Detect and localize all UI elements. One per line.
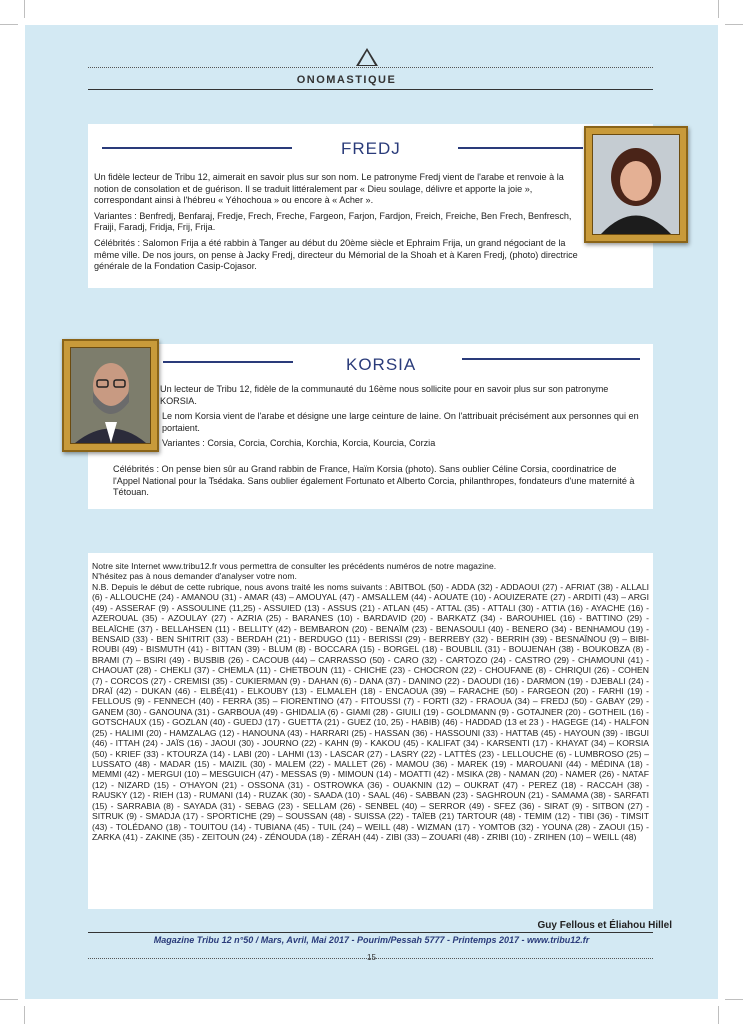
crop-mark [718,0,719,18]
korsia-paragraph: Le nom Korsia vient de l'arabe et désigne une large ceinture de laine. On l'attribuait précisément aux personnes qui en portaient. [162,411,639,433]
crop-mark [718,1006,719,1024]
fredj-text [94,172,584,277]
title-rule-right [458,147,583,149]
fredj-variants: Variantes : Benfredj, Benfaraj, Fredje, Frech, Freche, Fargeon, Farjon, Fardjon, Freich, Freiche, Ben Frech, Benfresch, Fraiji, Faradj, Fridja, Frij, Frija. [94,210,572,233]
crop-mark [725,999,743,1000]
korsia-title: KORSIA [346,355,417,374]
rubric-title: ONOMASTIQUE [296,74,397,86]
treated-names-list: N.B. Depuis le début de cette rubrique, nous avons traité les noms suivants : ABITBOL (50) - ADDA (32) - ADDAOUI (27) - AFRIAT (38) - ALLALI (6) - ALLOUCHE (24) - AMANOU (31) - AMAR (43) – AMOUYAL (47) - AMSALLEM (44) - AOUATE (10) - AOUIZERATE (27) - ARDITI (43) – ARGI (49) - ASSERAF (9) - ASSOULINE (11,25) - ASSUIED (13) - ASSUS (21) - ATLAN (45) - ATTAL (35) - ATTALI (30) - ATTIA (16) - AYACHE (16) - AZEROUAL (35) - AZOULAY (27) - AZRIA (25) - BARANES (10) - BARDAVID (20) - BARKATZ (34) - BAROUHIEL (16) - BATTINO (29) - BELAÏCHE (37) - BELLAHSEN (11) - BELLITY (42) - BEMBARON (20) - BENAÏM (23) - BENASOULI (40) - BENERO (34) - BENHAMOU (19) - BENSAID (33) - BEN SHITRIT (33) - BERDAH (21) - BERDUGO (11) - BERISSI (29) - BERREBY (32) - BERRIH (39) - BESNAÏNOU (9) – BIBI-ROUBI (49) - BISMUTH (41) - BITTAN (39) - BLUM (8) - BOCCARA (15) - BORGEL (18) - BOUBLIL (31) - BOUJENAH (38) - BOUKOBZA (8) - BRAMI (7) – BSIRI (49) - BUSBIB (26) - CACOUB (44) – CARRASSO (50) - CARO (32) - CARTOZO (24) - CASTRO (29) - CHAMOUNI (41) - CHAOUAT (28) - CHEKLI (37) - CHEMLA (11) - CHETBOUN (11) - CHICHE (23) - CHOCRON (22) - CHOUFANE (8) - CHRIQUI (26) - COHEN (7) - CORCOS (27) - CREMISI (35) - CUKIERMAN (9) - DAHAN (6) - DANA (37) - DANINO (22) - DAOUDI (16) - DARMON (19) - DJEBALI (24) - DRAÏ (42) - DUKAN (46) - ELBÉ(41) - ELKOUBY (13) - ELMALEH (18) - ENCAOUA (39) – FARACHE (50) - FARGEON (20) - FARHI (19) - FELLOUS (9) - FENNECH (40) - FERRA (35) – FIORENTINO (47) - FITOUSSI (7) - FORTI (32) - FRAOUA (34) – FREDJ (50) - GABAY (29) - GANEM (30) - GANOUNA (31) - GARBOUA (49) - GHIDALIA (6) - GIAMI (28) - GIUILI (19) - GOLDMANN (9) - GOTAJNER (20) - GOTHEIL (16) - GOTSCHAUX (15) - GOZLAN (40) - GUEDJ (17) - GUETTA (21) - GUEZ (10, 25) - HABIB) (46) - HADDAD (13 et 23 ) - HAGEGE (14) - HALFON (25) - HALIMI (20) - HAMZALAG (12) - HANOUNA (43) - HARRARI (25) - HASSAN (36) - HASSOUNI (33) - HATTAB (45) - HAYOUN (39) - IBGUI (46) - ITTAH (24) - JAÏS (16) - JAOUI (30) - JOURNO (22) - KAHN (9) - KAKOU (45) - KALIFAT (34) - KARSENTI (17) - KHAYAT (34) – KORSIA (50) - KRIEF (33) - KTOURZA (14) - LABI (20) - LAHMI (13) - LASCAR (27) - LASRY (22) - LATTÈS (23) - LELLOUCHE (6) - LUMBROSO (25) – LUSSATO (48) - MADAR (15) - MAIZIL (30) - MALEM (22) - MALLET (26) - MAMOU (36) - MAREK (19) - MAROUANI (44) - MÉDINA (18) - MEMMI (42) - MERGUI (10) – MESGUICH (47) - MESSAS (9) - MIMOUN (14) - MOATTI (42) - MSIKA (28) - NAMAN (20) - NAMER (26) - NATAF (12) - NIZARD (15) - O'HAYON (21) - OSSONA (31) - OSTROWKA (36) - OUAKNIN (12) – OUKRAT (47) - PEREZ (18) - RACCAH (38) - RAUSKY (12) - RIEH (13) - RUMANI (14) - RUZAK (30) - SAADA (10) - SAAL (46) - SABBAN (23) - SAGHROUN (21) - SAMAMA (38) - SARFATI (15) - SARRABIA (8) - SAYADA (31) - SEBAG (23) - SELLAM (26) - SENBEL (40) – SERROR (49) - SFEZ (36) - SIRAT (9) - SITBON (27) - SITRUK (9) - SMADJA (17) - SPORTICHE (29) – SOUSSAN (48) - SUISSA (22) - TAÏEB (21) TARTOUR (48) - TEMIM (12) - TIBI (36) - TIMSIT (43) - TOLÉDANO (18) - TOUITOU (14) - TUBIANA (45) - TUIL (24) – WEILL (48) - WIZMAN (17) - YOMTOB (32) - YOUNA (28) - ZAOUI (15) - ZARKA (41) - ZAKINE (35) - ZEITOUN (24) - ZÉNOUDA (18) - ZÉRAH (44) - ZIBI (33) – ZOUARI (48) - ZRIBI (10) - ZRIHEN (10) – WEILL (48) [92,581,649,842]
names-text [92,561,649,842]
footer-text: Magazine Tribu 12 n°50 / Mars, Avril, Mai 2017 - Pourim/Pessah 5777 - Printemps 2017 - www.tribu12.fr [153,935,590,945]
crop-mark [0,24,18,25]
site-intro: Notre site Internet www.tribu12.fr vous permettra de consulter les précédents numéros de notre magazine. [92,561,497,571]
korsia-variants: Variantes : Corsia, Corcia, Corchia, Korchia, Korcia, Kourcia, Corzia [162,438,436,449]
page-number: 15 [367,953,376,962]
authors-signature: Guy Fellous et Éliahou Hillel [537,920,672,931]
portrait-woman-icon [593,135,679,234]
title-rule-left [102,147,292,149]
header-dotted-line [88,67,653,68]
crop-mark [24,1006,25,1024]
portrait-man-icon [71,348,150,443]
korsia-photo-frame [62,339,159,452]
crop-mark [725,24,743,25]
korsia-text [160,384,640,454]
portrait-image [70,347,151,444]
header-rule [88,89,653,90]
crop-mark [24,0,25,18]
korsia-celebrities: Célébrités : On pense bien sûr au Grand rabbin de France, Haïm Korsia (photo). Sans oublier Céline Corsia, coordinatrice de l'Appel National pour la Tsédaka. Sans oublier également Fortunato et Alberto Corcia, philanthropes, fondateurs d'une maternité à Tétouan. [113,464,635,498]
fredj-photo-frame [584,126,688,243]
analysis-invite: N'hésitez pas à nous demander d'analyser votre nom. [92,571,297,582]
fredj-title: FREDJ [341,139,401,158]
fredj-paragraph: Un fidèle lecteur de Tribu 12, aimerait en savoir plus sur son nom. Le patronyme Fredj vient de l'arabe et renvoie à la notion de consolation et de guérison. Il se traduit littéralement par « Dieu soulage, délivre et apporte la joie », correspondant ainsi à l'hébreu « Yéhochoua » ou encore à « Acher ». [94,172,564,206]
title-rule-left [163,361,293,363]
footer-rule [88,932,653,933]
title-rule-right [462,358,640,360]
korsia-paragraph: Un lecteur de Tribu 12, fidèle de la communauté du 16ème nous sollicite pour en savoir plus sur son patronyme KORSIA. [160,384,609,406]
crop-mark [0,999,18,1000]
portrait-image [592,134,680,235]
fredj-celebrities: Célébrités : Salomon Frija a été rabbin à Tanger au début du 20ème siècle et Ephraim Frija, un grand négociant de la même ville. De nos jours, on pense à Jacky Fredj, directeur du Mémorial de la Shoah et à Karen Fredj, (photo) directrice générale de la Fondation Casip-Cojasor. [94,237,578,272]
